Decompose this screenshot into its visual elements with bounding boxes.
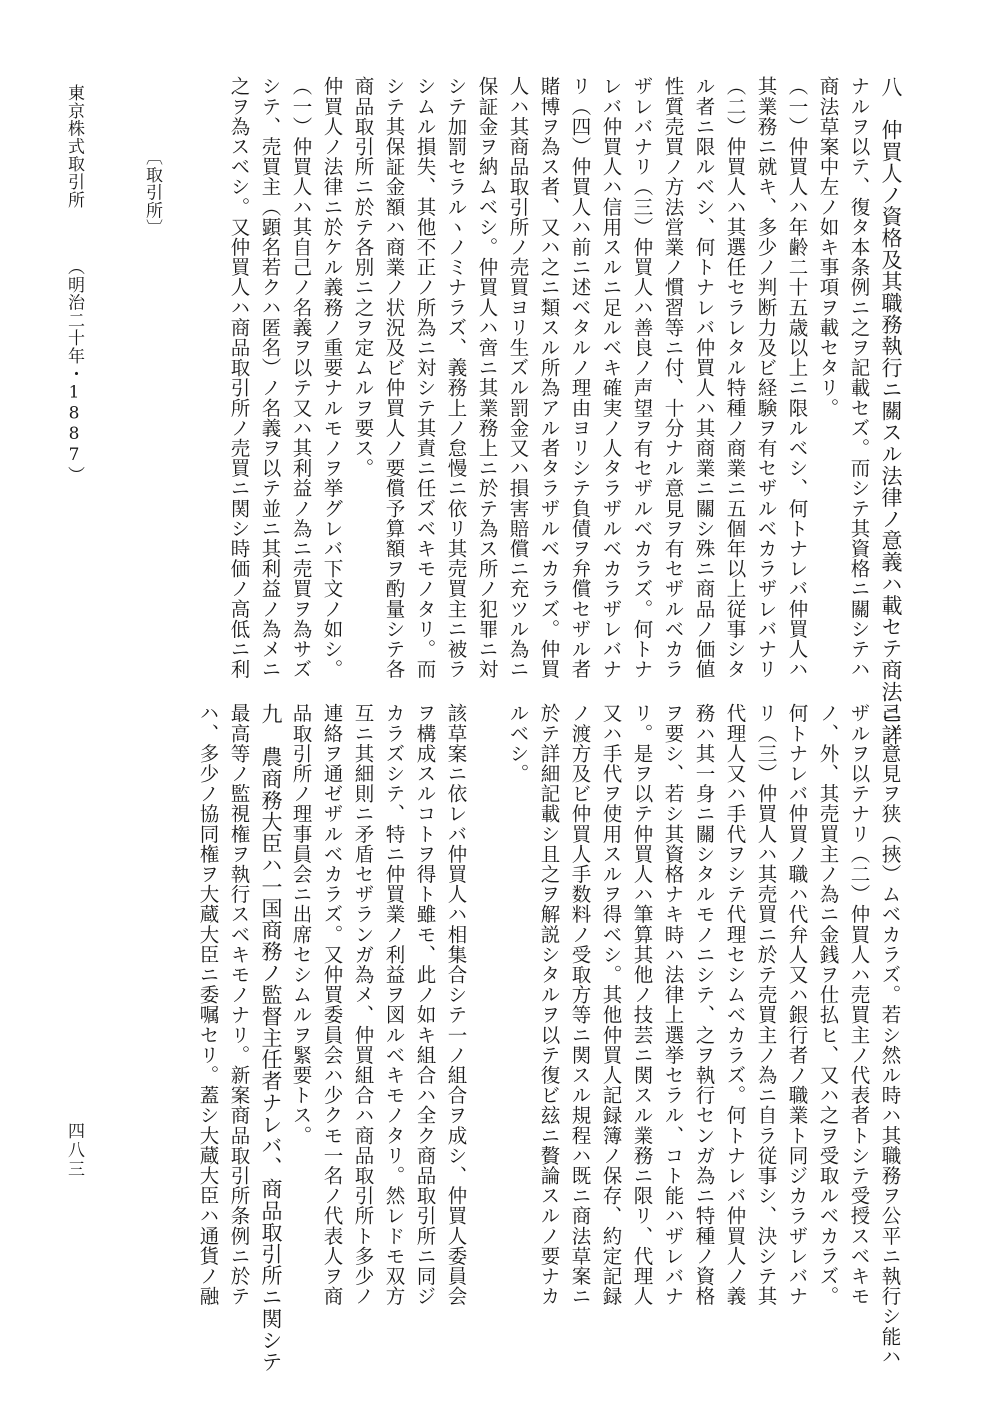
text-column: 連絡ヲ通ゼザルベカラズ。又仲買委員会ハ少クモ一名ノ代表人ヲ商 xyxy=(320,703,344,1306)
text-column: 商法草案中左ノ如キ事項ヲ載セタリ。 xyxy=(816,76,840,418)
text-column: 該草案ニ依レバ仲買人ハ相集合シテ一ノ組合ヲ成シ、仲買人委員会 xyxy=(444,703,468,1306)
text-column: ザレバナリ（三）仲買人ハ善良ノ声望ヲ有セザルベカラズ。何トナ xyxy=(630,76,654,679)
text-column: 最高等ノ監視権ヲ執行スベキモノナリ。新案商品取引所条例ニ於テ xyxy=(227,703,251,1306)
text-column: リ。是ヲ以テ仲買人ハ筆算其他ノ技芸ニ関スル業務ニ限リ、代理人 xyxy=(630,703,654,1306)
text-column: ノ、外、其売買主ノ為ニ金銭ヲ仕払ヒ、又ハ之ヲ受取ルベカラズ。 xyxy=(816,703,840,1306)
text-column-section-8-heading: 八 仲買人ノ資格及其職務執行ニ關スル法律ノ意義ハ載セテ商法ニ詳 xyxy=(879,76,903,746)
text-column: （一）仲買人ハ其自己ノ名義ヲ以テ又ハ其利益ノ為ニ売買ヲ為サズ xyxy=(289,76,313,679)
text-column-section-9-heading: 九 農商務大臣ハ一国商務ノ監督主任者ナレバ、商品取引所ニ関シテ xyxy=(259,703,283,1373)
text-column: 代理人又ハ手代ヲシテ代理セシムベカラズ。何トナレバ仲買人ノ義 xyxy=(723,703,747,1306)
footer-date: （明治二十年・1887） xyxy=(64,258,84,484)
text-column: 於テ詳細記載シ且之ヲ解説シタルヲ以テ復ビ玆ニ贅論スルノ要ナカ xyxy=(537,703,561,1306)
footer-author: 東京株式取引所 xyxy=(64,84,84,209)
text-column: リ（三）仲買人ハ其売買ニ於テ売買主ノ為ニ自ラ従事シ、決シテ其 xyxy=(754,703,778,1306)
text-column: 仲買人ノ法律ニ於ケル義務ノ重要ナルモノヲ挙グレバ下文ノ如シ。 xyxy=(320,76,344,679)
text-column: リ（四）仲買人ハ前ニ述ベタルノ理由ヨリシテ負債ヲ弁償セザル者 xyxy=(568,76,592,679)
text-column: ルベシ。 xyxy=(506,703,530,784)
text-column: （一）仲買人ハ年齢二十五歳以上ニ限ルベシ、何トナレバ仲買人ハ xyxy=(785,76,809,679)
text-column: 其業務ニ就キ、多少ノ判断力及ビ経験ヲ有セザルベカラザレバナリ xyxy=(754,76,778,679)
text-column: シテ、売買主（顕名若クハ匿名）ノ名義ヲ以テ並ニ其利益ノ為メニ xyxy=(258,76,282,679)
text-column: ヲ要シ、若シ其資格ナキ時ハ法律上選挙セラル、コト能ハザレバナ xyxy=(661,703,685,1306)
text-column: レバ仲買人ハ信用スルニ足ルベキ確実ノ人タラザルベカラザレバナ xyxy=(599,76,623,679)
text-column: （二）仲買人ハ其選任セラレタル特種ノ商業ニ五個年以上従事シタ xyxy=(723,76,747,679)
text-column: ナルヲ以テ、復タ本条例ニ之ヲ記載セズ。而シテ其資格ニ關シテハ xyxy=(847,76,871,679)
text-column: ル者ニ限ルベシ、何トナレバ仲買人ハ其商業ニ關シ殊ニ商品ノ価値 xyxy=(692,76,716,679)
text-column: 人ハ其商品取引所ノ売買ヨリ生ズル罰金又ハ損害賠償ニ充ツル為ニ xyxy=(506,76,530,679)
page-number: 四八三 xyxy=(64,1122,84,1179)
text-column: 己ノ意見ヲ狭（挾）ムベカラズ。若シ然ル時ハ其職務ヲ公平ニ執行シ能ハ xyxy=(878,703,902,1367)
text-column: 品取引所ノ理事員会ニ出席セシムルヲ緊要トス。 xyxy=(289,703,313,1146)
text-column: 保証金ヲ納ムベシ。仲買人ハ啻ニ其業務上ニ於テ為ス所ノ犯罪ニ対 xyxy=(475,76,499,679)
text-column: ザルヲ以テナリ（二）仲買人ハ売買主ノ代表者トシテ受授スベキモ xyxy=(847,703,871,1306)
text-column: 商品取引所ニ於テ各別ニ之ヲ定ムルヲ要ス。 xyxy=(351,76,375,478)
text-column: 性質売買ノ方法営業ノ慣習等ニ付、十分ナル意見ヲ有セザルベカラ xyxy=(661,76,685,679)
footer-source-label: 〔取引所〕 xyxy=(142,148,162,237)
text-column: 又ハ手代ヲ使用スルヲ得ベシ。其他仲買人記録簿ノ保存、約定記録 xyxy=(599,703,623,1306)
text-column: 何トナレバ仲買ノ職ハ代弁人又ハ銀行者ノ職業ト同ジカラザレバナ xyxy=(785,703,809,1306)
text-column: 互ニ其細則ニ矛盾セザランガ為メ、仲買組合ハ商品取引所ト多少ノ xyxy=(351,703,375,1306)
text-column: 務ハ其一身ニ關シタルモノニシテ、之ヲ執行センガ為ニ特種ノ資格 xyxy=(692,703,716,1306)
text-column: シテ其保証金額ハ商業ノ状況及ビ仲買人ノ要償予算額ヲ酌量シテ各 xyxy=(382,76,406,679)
text-column: 之ヲ為スベシ。又仲買人ハ商品取引所ノ売買ニ関シ時価ノ高低ニ利 xyxy=(227,76,251,679)
text-column: 賭博ヲ為ス者、又ハ之ニ類スル所為アル者タラザルベカラズ。仲買 xyxy=(537,76,561,679)
text-column: カラズシテ、特ニ仲買業ノ利益ヲ図ルベキモノタリ。然レドモ双方 xyxy=(382,703,406,1306)
text-column: シテ加罰セラルヽノミナラズ、義務上ノ怠慢ニ依リ其売買主ニ被ラ xyxy=(444,76,468,679)
text-column: シムル損失、其他不正ノ所為ニ対シテ其責ニ任ズベキモノタリ。而 xyxy=(413,76,437,679)
text-column: ノ渡方及ビ仲買人手数料ノ受取方等ニ関スル規程ハ既ニ商法草案ニ xyxy=(568,703,592,1306)
text-column: ヲ構成スルコトヲ得ト雖モ、此ノ如キ組合ハ全ク商品取引所ニ同ジ xyxy=(413,703,437,1306)
text-column: ハ、多少ノ協同権ヲ大蔵大臣ニ委嘱セリ。蓋シ大蔵大臣ハ通貨ノ融 xyxy=(196,703,220,1306)
